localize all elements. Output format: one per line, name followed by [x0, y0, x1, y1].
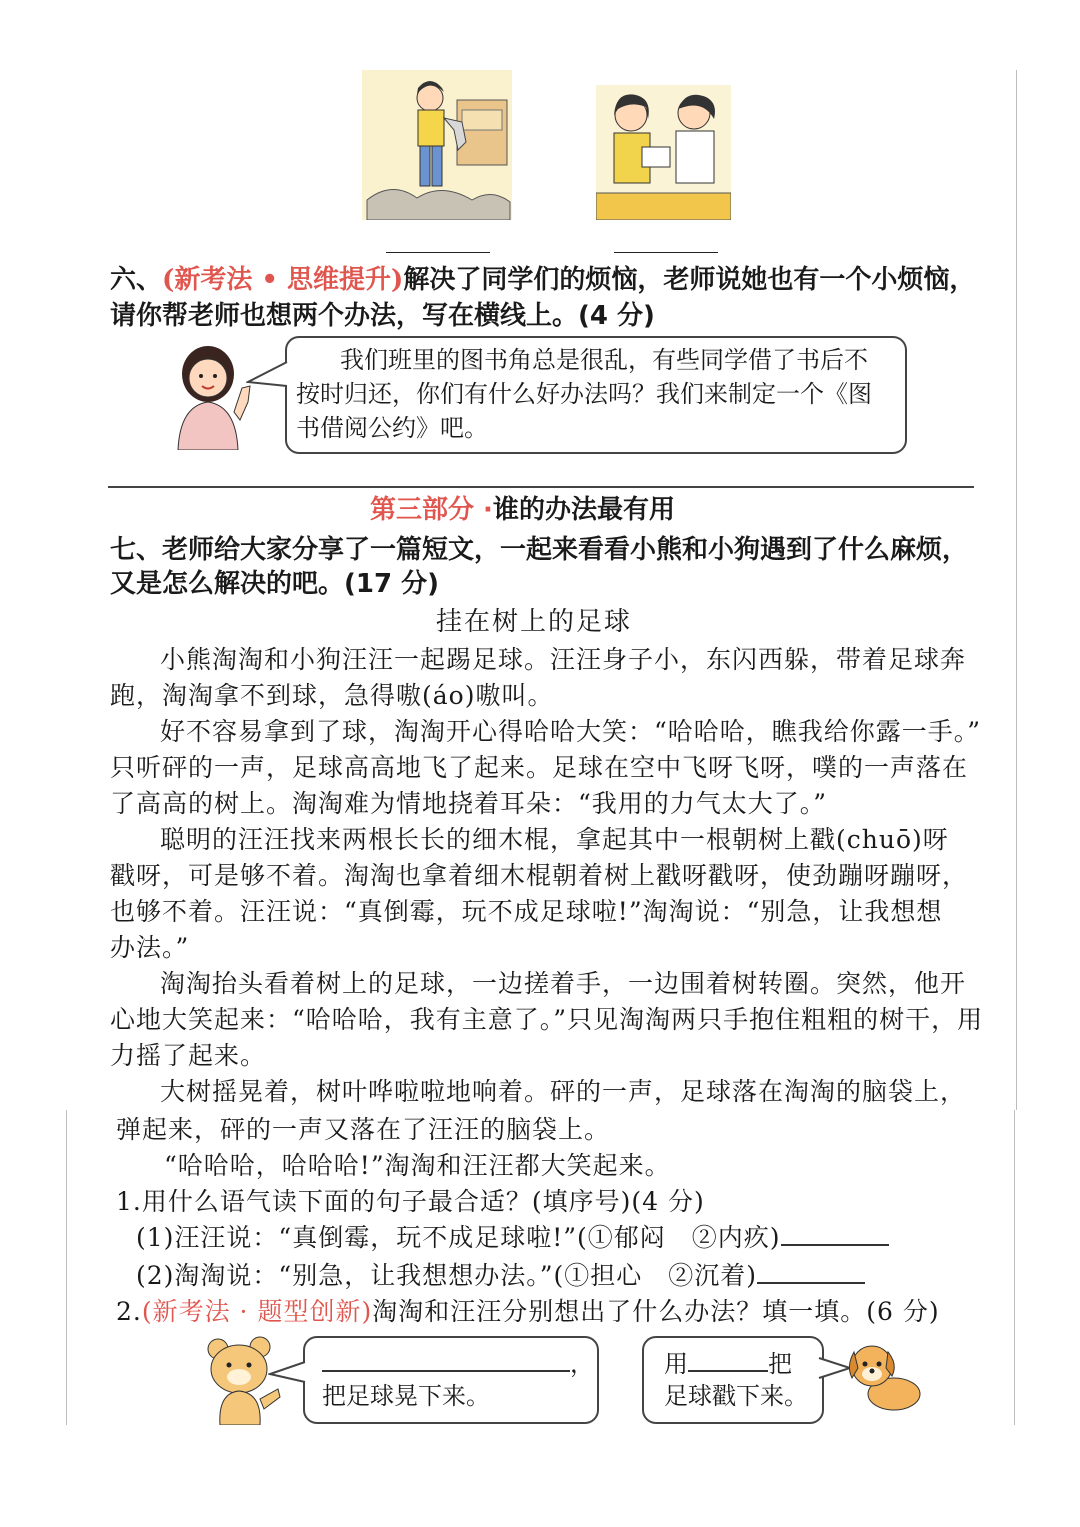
section-divider: [108, 486, 974, 488]
question-7-line-2: 又是怎么解决的吧。(17 分): [110, 569, 439, 599]
answer-line-1[interactable]: [386, 252, 490, 253]
teacher-speech-line-3: 书借阅公约》吧。: [296, 414, 488, 442]
page-edge-right-lower: [1014, 1110, 1015, 1425]
subquestion-2-text: 淘淘和汪汪分别想出了什么办法？填一填。(6 分): [372, 1297, 940, 1326]
answer-line-2[interactable]: [614, 252, 718, 253]
section-3-label: 第三部分 ·: [370, 495, 493, 525]
subquestion-1-item-1-text: (1)汪汪说：“真倒霉，玩不成足球啦!”(①郁闷 ②内疚): [136, 1223, 781, 1252]
subquestion-1-item-2-text: (2)淘淘说：“别急，让我想想办法。”(①担心 ②沉着): [136, 1261, 757, 1290]
answer-blank-bear[interactable]: [322, 1370, 570, 1372]
story-title: 挂在树上的足球: [436, 607, 633, 637]
question-6-line-1: [110, 262, 975, 298]
section-3-title: [370, 492, 675, 528]
dog-bubble-yong: 用: [664, 1350, 688, 1378]
story-line: 弹起来，砰的一声又落在了汪汪的脑袋上。: [116, 1115, 611, 1144]
story-line: 淘淘抬头看着树上的足球，一边搓着手，一边围着树转圈。突然，他开: [160, 969, 967, 998]
question-6-line-2: 请你帮老师也想两个办法，写在横线上。(4 分): [110, 301, 655, 331]
story-line: 好不容易拿到了球，淘淘开心得哈哈大笑：“哈哈哈，瞧我给你露一手。”: [160, 717, 982, 746]
subquestion-2-label: [116, 1294, 940, 1330]
bear-bubble-line-2: 把足球晃下来。: [322, 1382, 490, 1410]
subquestion-2-number: 2.: [116, 1297, 142, 1326]
story-line: “哈哈哈，哈哈哈!”淘淘和汪汪都大笑起来。: [164, 1151, 671, 1180]
section-3-name: 谁的办法最有用: [492, 495, 675, 525]
question-6-number: 六、: [110, 265, 163, 295]
subquestion-2-tag: (新考法 · 题型创新): [141, 1297, 373, 1326]
story-line: 戳呀，可是够不着。淘淘也拿着细木棍朝着树上戳呀戳呀，使劲蹦呀蹦呀，: [110, 861, 969, 890]
story-line: 小熊淘淘和小狗汪汪一起踢足球。汪汪身子小，东闪西躲，带着足球奔: [160, 645, 967, 674]
teacher-speech-line-2: 按时归还，你们有什么好办法吗？我们来制定一个《图: [296, 380, 872, 408]
bear-bubble-line-1: [322, 1346, 594, 1382]
answer-blank-1-1[interactable]: [781, 1244, 889, 1246]
bear-bubble-comma: ，: [570, 1350, 594, 1378]
story-line: 了高高的树上。淘淘难为情地挠着耳朵：“我用的力气太大了。”: [110, 789, 828, 818]
illustration-two-girls: [596, 85, 731, 220]
bear-bubble-pointer: [268, 1360, 306, 1386]
dog-bubble-line-2: 足球戳下来。: [664, 1382, 808, 1410]
story-line: 力摇了起来。: [110, 1041, 267, 1070]
subquestion-1-item-2: [136, 1258, 865, 1294]
story-line: 跑，淘淘拿不到球，急得嗷(áo)嗷叫。: [110, 681, 554, 710]
dog-bubble-ba: 把: [768, 1350, 792, 1378]
dog-icon: [842, 1340, 924, 1412]
story-line: 也够不着。汪汪说：“真倒霉，玩不成足球啦!”淘淘说：“别急，让我想想: [110, 897, 943, 926]
subquestion-1-label: 1.用什么语气读下面的句子最合适？(填序号)(4 分): [116, 1187, 705, 1216]
story-line: 心地大笑起来：“哈哈哈，我有主意了。”只见淘淘两只手抱住粗粗的树干，用: [110, 1005, 984, 1034]
story-line: 办法。”: [110, 933, 190, 962]
question-6-text-1: 解决了同学们的烦恼，老师说她也有一个小烦恼，: [403, 265, 976, 295]
teacher-speech-line-1: 我们班里的图书角总是很乱，有些同学借了书后不: [340, 346, 868, 374]
page-edge-left: [66, 1110, 67, 1425]
story-line: 聪明的汪汪找来两根长长的细木棍，拿起其中一根朝树上戳(chuō)呀: [160, 825, 949, 854]
subquestion-1-item-1: [136, 1220, 889, 1256]
illustration-boy-tidying: [362, 70, 512, 220]
story-line: 只听砰的一声，足球高高地飞了起来。足球在空中飞呀飞呀，噗的一声落在: [110, 753, 969, 782]
page-edge-right: [1016, 70, 1017, 1110]
answer-blank-dog[interactable]: [688, 1370, 768, 1372]
story-line: 大树摇晃着，树叶哗啦啦地响着。砰的一声，足球落在淘淘的脑袋上，: [160, 1077, 967, 1106]
answer-blank-1-2[interactable]: [757, 1282, 865, 1284]
question-6-tag: (新考法 • 思维提升): [162, 265, 404, 295]
dog-bubble-line-1: [664, 1346, 792, 1382]
teacher-avatar: [170, 340, 260, 450]
speech-pointer: [246, 360, 288, 390]
question-7-line-1: 七、老师给大家分享了一篇短文，一起来看看小熊和小狗遇到了什么麻烦，: [110, 535, 969, 565]
